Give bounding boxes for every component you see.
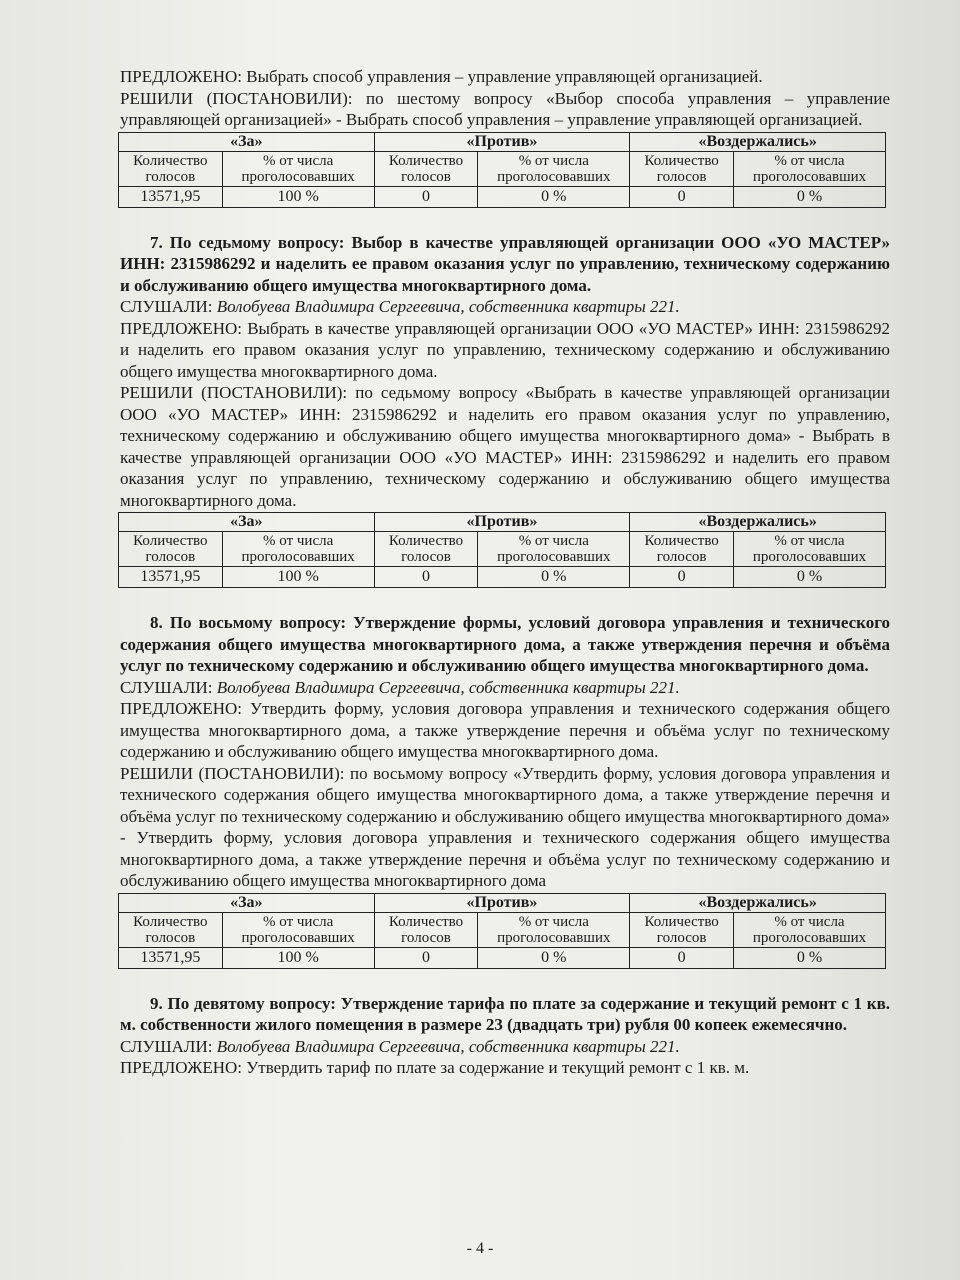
heard-label: СЛУШАЛИ:	[120, 677, 213, 697]
heard-speaker: Волобуева Владимира Сергеевича, собственника квартиры 221.	[216, 677, 680, 697]
count-header: Количество голосов	[119, 912, 223, 947]
percent-header: % от числа проголосовавших	[478, 912, 630, 947]
heard-speaker: Волобуева Владимира Сергеевича, собственника квартиры 221.	[216, 1036, 680, 1056]
vote-table-8	[118, 893, 886, 969]
heard-speaker: Волобуева Владимира Сергеевича, собственника квартиры 221.	[216, 297, 680, 316]
against-percent: 0 %	[478, 567, 630, 588]
for-percent: 100 %	[222, 947, 374, 968]
count-header: Количество голосов	[630, 532, 734, 567]
section9-heading: 9. По девятому вопросу: Утверждение тарифа по плате за содержание и текущий ремонт с 1 кв. м. собственности жилого помещения в размере 23 (двадцать три) рубля 00 копеек ежемесячно.	[120, 993, 890, 1034]
abstained-count: 0	[630, 567, 734, 588]
vote-abstained-header: «Воздержались»	[630, 132, 886, 151]
percent-header: % от числа проголосовавших	[733, 912, 885, 947]
for-count: 13571,95	[119, 567, 223, 588]
section6-proposed: ПРЕДЛОЖЕНО: Выбрать способ управления – управление управляющей организацией.	[120, 67, 763, 86]
abstained-percent: 0 %	[733, 947, 885, 968]
abstained-percent: 0 %	[733, 567, 885, 588]
count-header: Количество голосов	[374, 151, 478, 186]
section8-heading: 8. По восьмому вопросу: Утверждение формы, условий договора управления и технического содержания общего имущества многоквартирного дома, а также утверждения перечня и объёма услуг по техническому содержанию и обслуживанию общего имущества многоквартирного дома.	[120, 613, 890, 675]
against-count: 0	[374, 947, 478, 968]
vote-table-6	[118, 132, 886, 208]
section8-heard	[120, 677, 890, 699]
document-body	[120, 66, 890, 1079]
against-percent: 0 %	[478, 947, 630, 968]
percent-header: % от числа проголосовавших	[733, 151, 885, 186]
against-percent: 0 %	[478, 186, 630, 207]
count-header: Количество голосов	[119, 151, 223, 186]
page-number: - 4 -	[466, 1240, 494, 1257]
vote-abstained-header: «Воздержались»	[630, 893, 886, 912]
section8-proposed: ПРЕДЛОЖЕНО: Утвердить форму, условия договора управления и технического содержания общего имущества многоквартирного дома, а также утверждение перечня и объёма услуг по техническому содержанию и обслуживанию общего имущества многоквартирного дома.	[120, 699, 890, 761]
count-header: Количество голосов	[374, 532, 478, 567]
abstained-count: 0	[630, 186, 734, 207]
percent-header: % от числа проголосовавших	[222, 151, 374, 186]
vote-abstained-header: «Воздержались»	[630, 513, 886, 532]
abstained-percent: 0 %	[733, 186, 885, 207]
section7-heading: 7. По седьмому вопросу: Выбор в качестве управляющей организации ООО «УО МАСТЕР» ИНН: 2315986292 и наделить ее правом оказания услуг по управлению, техническому содержанию и обслуживанию общего имущества многоквартирного дома.	[120, 232, 890, 295]
vote-for-header: «За»	[119, 893, 375, 912]
vote-for-header: «За»	[119, 513, 375, 532]
for-percent: 100 %	[222, 186, 374, 207]
vote-for-header: «За»	[119, 132, 375, 151]
for-percent: 100 %	[222, 567, 374, 588]
section6-decided: РЕШИЛИ (ПОСТАНОВИЛИ): по шестому вопросу «Выбор способа управления – управление управляющей организацией» - Выбрать способ управления – управление управляющей организацией.	[120, 88, 890, 129]
count-header: Количество голосов	[630, 912, 734, 947]
for-count: 13571,95	[119, 186, 223, 207]
section9-proposed: ПРЕДЛОЖЕНО: Утвердить тариф по плате за содержание и текущий ремонт с 1 кв. м.	[120, 1058, 750, 1077]
vote-against-header: «Против»	[374, 513, 630, 532]
vote-against-header: «Против»	[374, 893, 630, 912]
percent-header: % от числа проголосовавших	[733, 532, 885, 567]
section8-decided: РЕШИЛИ (ПОСТАНОВИЛИ): по восьмому вопросу «Утвердить форму, условия договора управления и технического содержания общего имущества многоквартирного дома, а также утверждение перечня и объёма услуг по техническому содержанию и обслуживанию общего имущества многоквартирного дома» - Утвердить форму, условия договора управления и технического содержания общего имущества многоквартирного дома, а также утверждение перечня и объёма услуг по техническому содержанию и обслуживанию общего имущества многоквартирного дома	[120, 763, 890, 890]
count-header: Количество голосов	[630, 151, 734, 186]
section7-heard	[120, 296, 890, 318]
count-header: Количество голосов	[374, 912, 478, 947]
percent-header: % от числа проголосовавших	[222, 912, 374, 947]
against-count: 0	[374, 567, 478, 588]
section7-proposed: ПРЕДЛОЖЕНО: Выбрать в качестве управляющей организации ООО «УО МАСТЕР» ИНН: 2315986292 и наделить его правом оказания услуг по управлению, техническому содержанию и обслуживанию общего имущества многоквартирного дома.	[120, 318, 890, 381]
percent-header: % от числа проголосовавших	[478, 532, 630, 567]
vote-table-7	[118, 512, 886, 588]
abstained-count: 0	[630, 947, 734, 968]
count-header: Количество голосов	[119, 532, 223, 567]
percent-header: % от числа проголосовавших	[222, 532, 374, 567]
against-count: 0	[374, 186, 478, 207]
section7-decided: РЕШИЛИ (ПОСТАНОВИЛИ): по седьмому вопросу «Выбрать в качестве управляющей организации ООО «УО МАСТЕР» ИНН: 2315986292 и наделить его правом оказания услуг по управлению, техническому содержанию и обслуживанию общего имущества многоквартирного дома» - Выбрать в качестве управляющей организации ООО «УО МАСТЕР» ИНН: 2315986292 и наделить его правом оказания услуг по управлению, техническому содержанию и обслуживанию общего имущества многоквартирного дома.	[120, 383, 890, 510]
percent-header: % от числа проголосовавших	[478, 151, 630, 186]
for-count: 13571,95	[119, 947, 223, 968]
vote-against-header: «Против»	[374, 132, 630, 151]
heard-label: СЛУШАЛИ:	[120, 297, 213, 316]
heard-label: СЛУШАЛИ:	[120, 1036, 213, 1056]
section9-heard	[120, 1036, 890, 1058]
